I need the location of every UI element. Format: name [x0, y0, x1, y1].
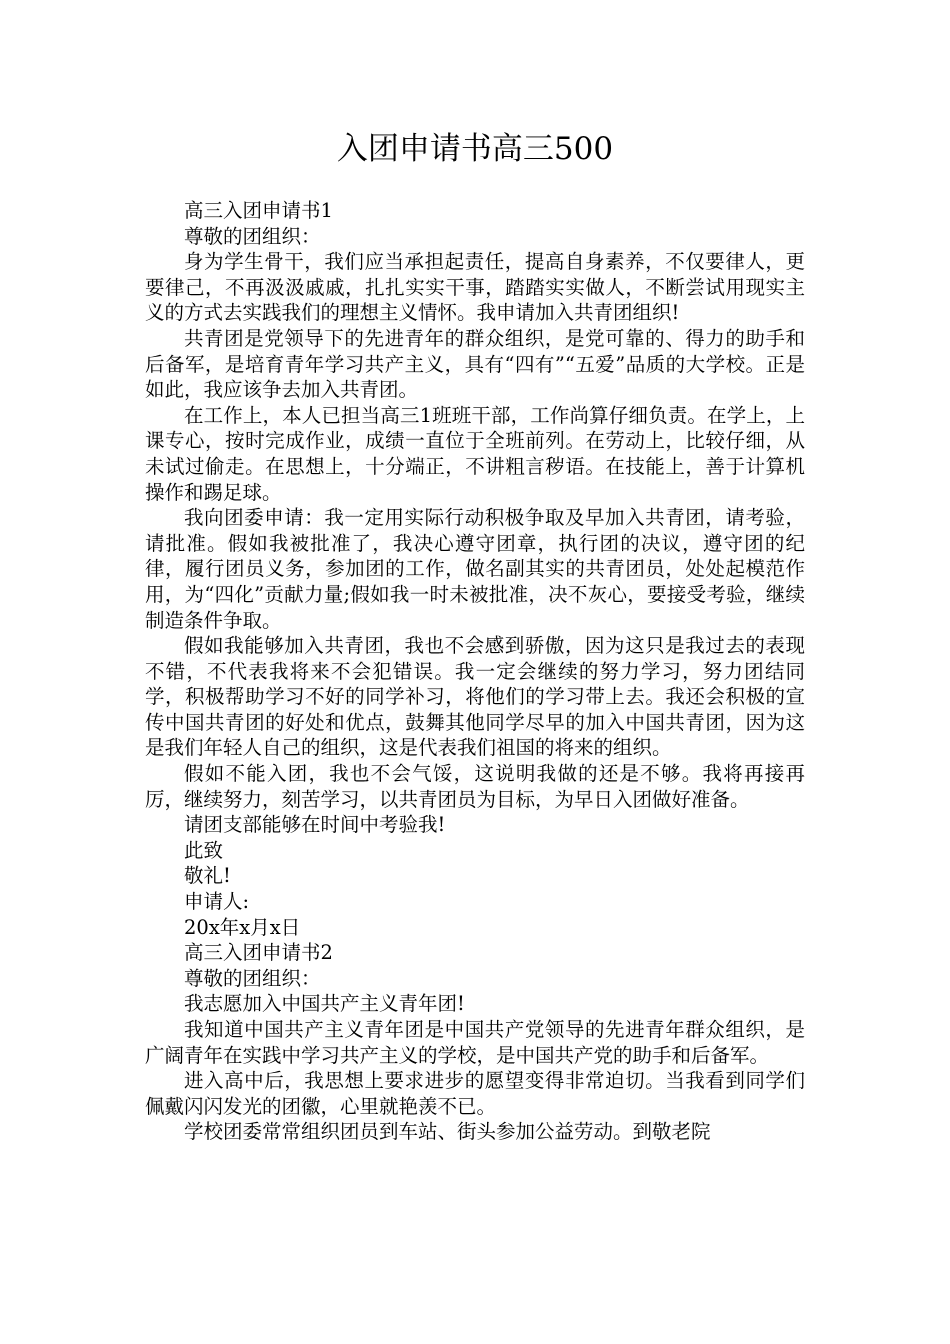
- section-heading-1: 高三入团申请书1: [184, 199, 333, 222]
- document-body: [145, 198, 805, 1145]
- document-title: 入团申请书高三500: [336, 131, 614, 167]
- body-paragraph: 我向团委申请：我一定用实际行动积极争取及早加入共青团，请考验，请批准。假如我被批准了，我决心遵守团章，执行团的决议，遵守团的纪律，履行团员义务，参加团的工作，做名副其实的共青团员，处处起模范作用，为“四化”贡献力量;假如我一时未被批准，决不灰心，要接受考验，继续制造条件争取。: [145, 506, 805, 632]
- body-paragraph: 请团支部能够在时间中考验我!: [184, 813, 446, 837]
- body-paragraph: 共青团是党领导下的先进青年的群众组织，是党可靠的、得力的助手和后备军，是培育青年学习共产主义，具有“四有”“五爱”品质的大学校。正是如此，我应该争去加入共青团。: [145, 326, 805, 402]
- body-paragraph: 我志愿加入中国共产主义青年团!: [184, 992, 465, 1016]
- body-paragraph: 假如不能入团，我也不会气馁，这说明我做的还是不够。我将再接再厉，继续努力，刻苦学习，以共青团员为目标，为早日入团做好准备。: [145, 762, 805, 811]
- body-paragraph: 我知道中国共产主义青年团是中国共产党领导的先进青年群众组织，是广阔青年在实践中学习共产主义的学校，是中国共产党的助手和后备军。: [145, 1018, 805, 1067]
- body-paragraph: 在工作上，本人已担当高三1班班干部，工作尚算仔细负责。在学上，上课专心，按时完成作业，成绩一直位于全班前列。在劳动上，比较仔细，从未试过偷走。在思想上，十分端正，不讲粗言秽语。在技能上，善于计算机操作和踢足球。: [145, 403, 805, 504]
- section-heading-2: 高三入团申请书2: [184, 941, 333, 965]
- body-paragraph: 身为学生骨干，我们应当承担起责任，提高自身素养，不仅要律人，更要律己，不再汲汲戚戚，扎扎实实干事，踏踏实实做人，不断尝试用现实主义的方式去实践我们的理想主义情怀。我申请加入共青团组织!: [145, 250, 805, 325]
- body-paragraph: 学校团委常常组织团员到车站、街头参加公益劳动。到敬老院: [184, 1120, 711, 1144]
- body-paragraph: 进入高中后，我思想上要求进步的愿望变得非常迫切。当我看到同学们佩戴闪闪发光的团徽，心里就艳羡不已。: [145, 1069, 805, 1118]
- date-line: 20x年x月x日: [184, 915, 301, 939]
- salutation: 尊敬的团组织：: [184, 224, 321, 248]
- closing-line: 此致: [184, 838, 224, 862]
- salutation: 尊敬的团组织：: [184, 966, 321, 990]
- body-paragraph: 假如我能够加入共青团，我也不会感到骄傲，因为这只是我过去的表现不错，不代表我将来不会犯错误。我一定会继续的努力学习，努力团结同学，积极帮助学习不好的同学补习，将他们的学习带上去。我还会积极的宣传中国共青团的好处和优点，鼓舞其他同学尽早的加入中国共青团，因为这是我们年轻人自己的组织，这是代表我们祖国的将来的组织。: [145, 634, 805, 760]
- closing-line: 敬礼!: [184, 864, 231, 888]
- applicant-label: 申请人:: [184, 890, 250, 914]
